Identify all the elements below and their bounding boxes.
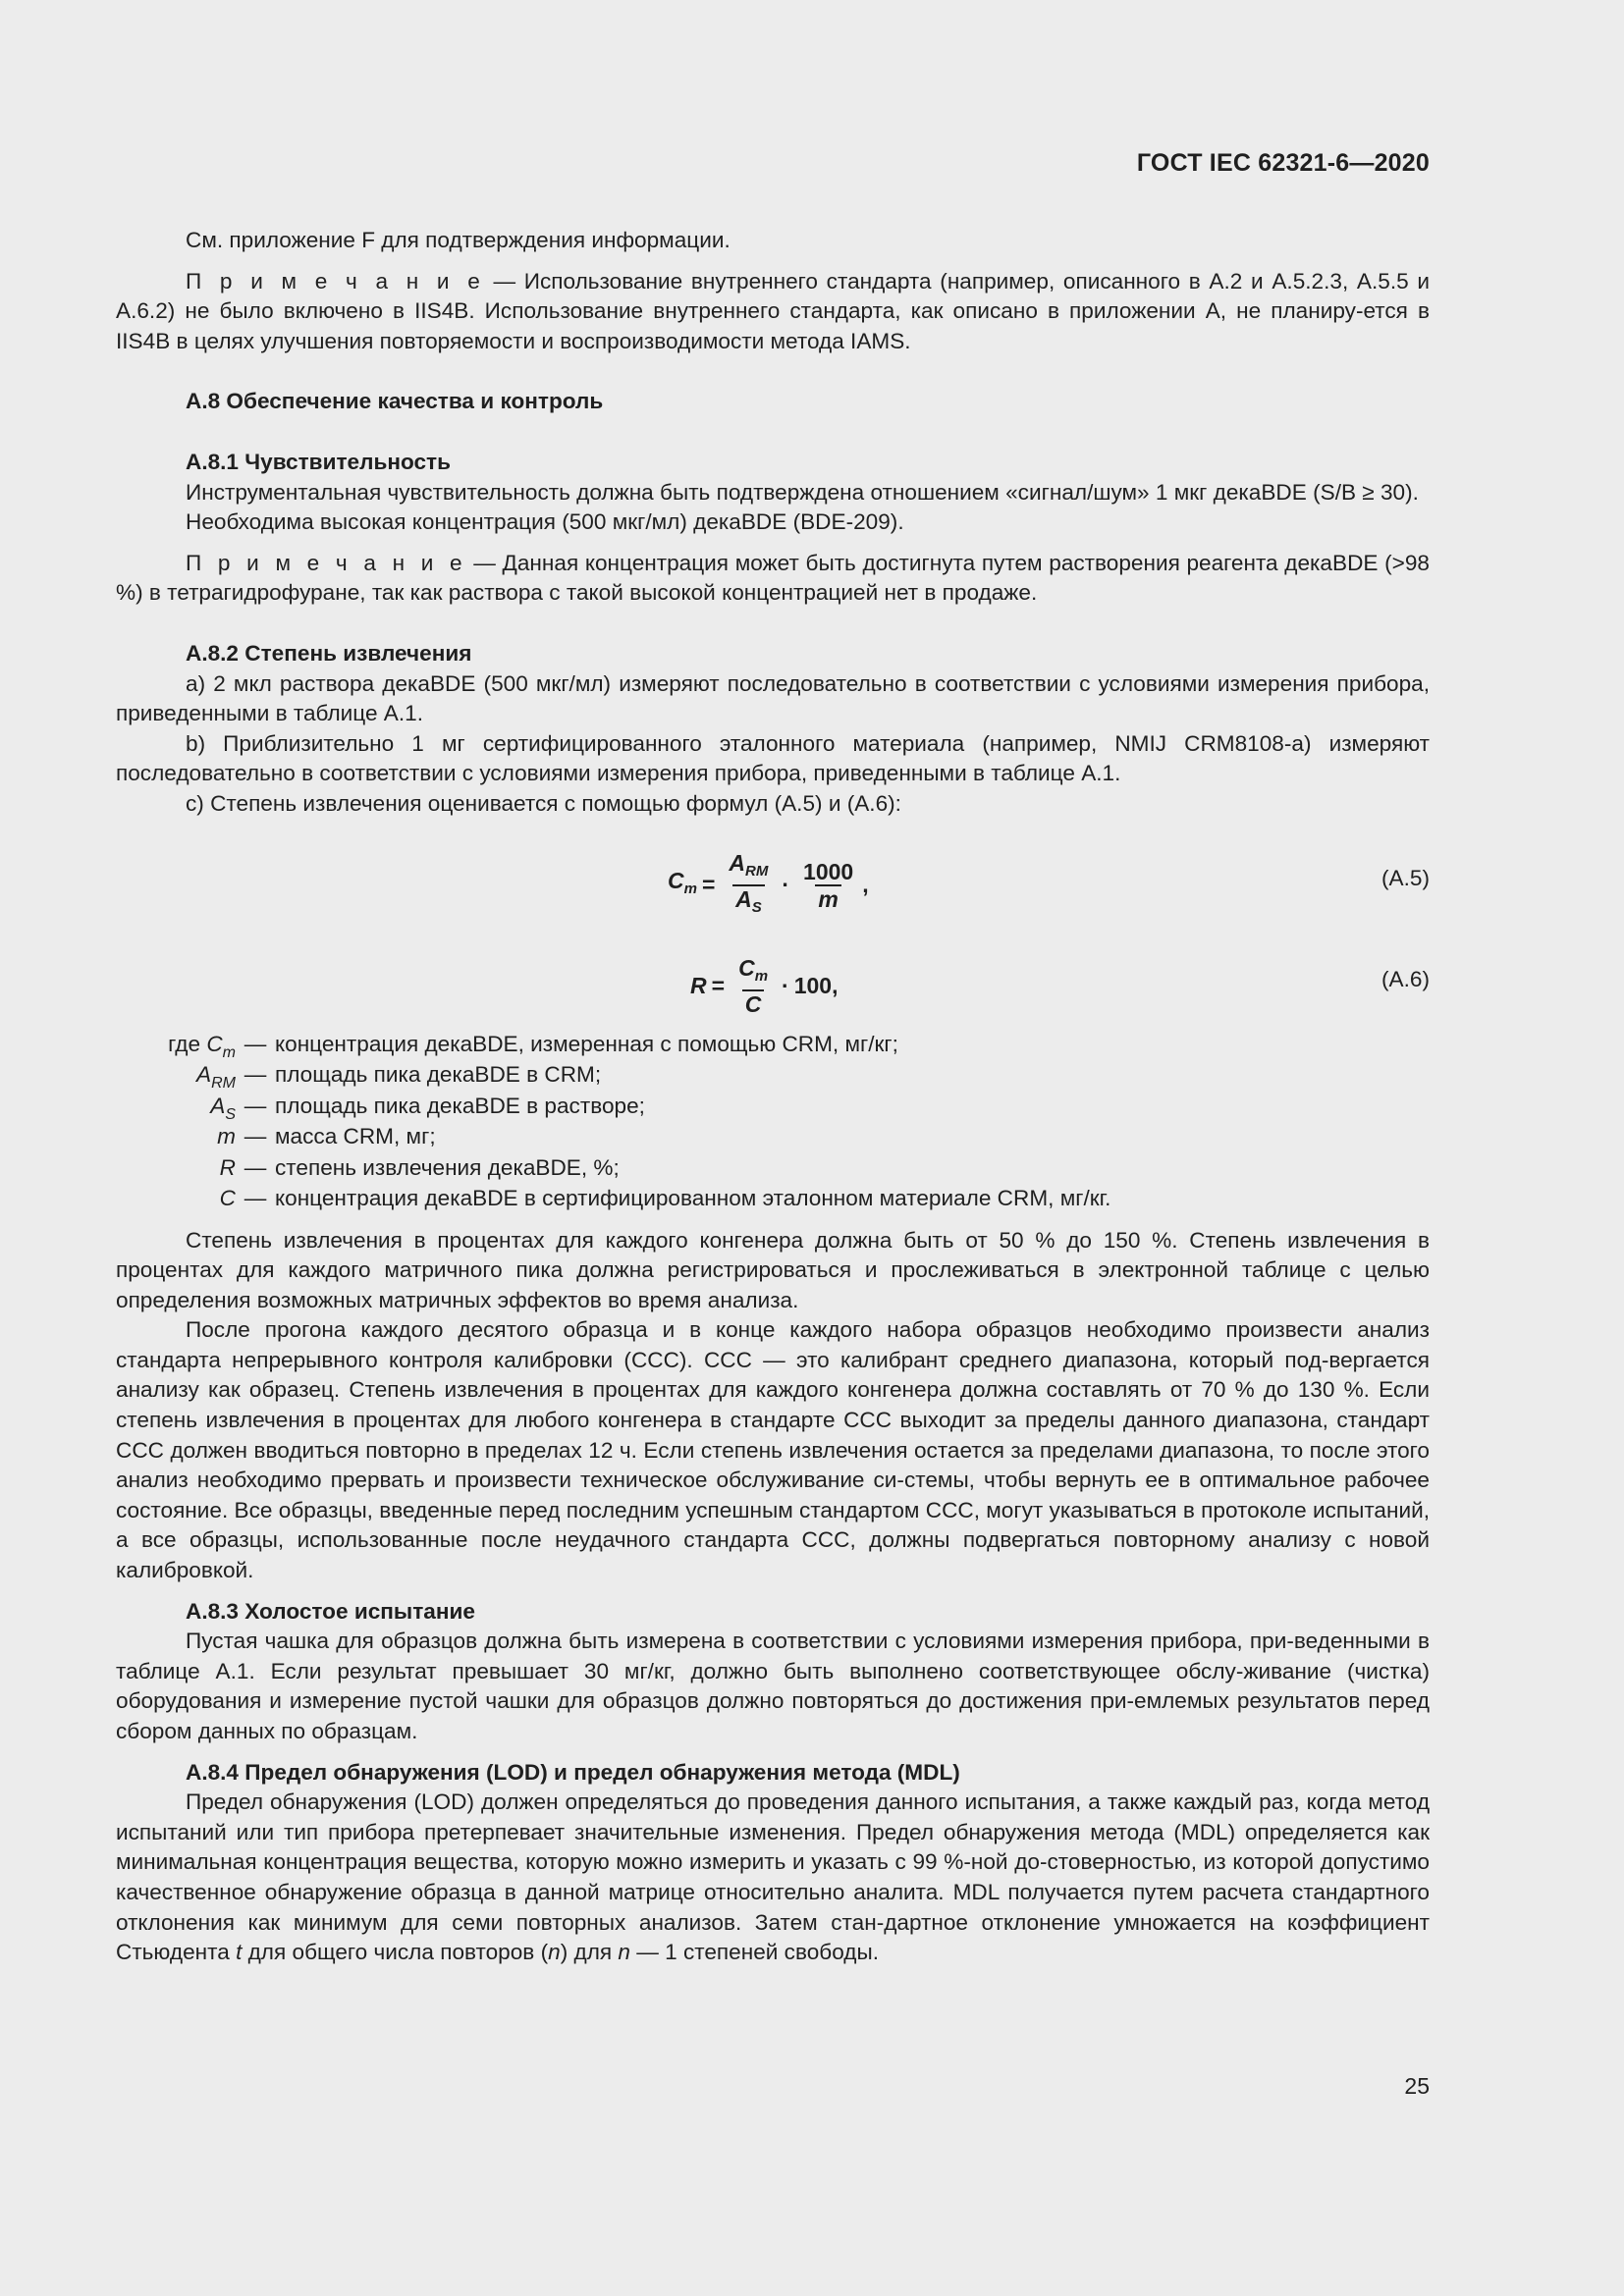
- section-heading-a82: А.8.2 Степень извлечения: [186, 640, 472, 666]
- note-text: — Использование внутреннего стандарта (например, описанного в А.2 и А.5.2.3, А.5.5 и А.6.2) не было включено в IIS4B. Использование внутреннего стандарта, как описано в приложении А, не планиру-ется в IIS4B в целях улучшения повторяемости и воспроизводимости метода IAMS.: [116, 268, 1430, 353]
- definition-dash: —: [244, 1031, 267, 1056]
- definition-text: площадь пика декаBDE в CRM;: [275, 1062, 602, 1087]
- a84-text: Предел обнаружения (LOD) должен определяться до проведения данного испытания, а также каждый раз, когда метод испытаний или тип прибора претерпевает значительные изменения. Предел обнаружения метода (MDL) определяется как минимальная концентрация вещества, которую можно измерить и указать с 99 %-ной до-стоверностью, из которой допустимо качественное обнаружение образца в данной матрице относительно аналита. MDL получается путем расчета стандартного отклонения как минимум для семи повторных анализов. Затем стан-дартное отклонение умножается на коэффициент Стьюдента: [116, 1789, 1430, 1965]
- a84-text: ) для: [560, 1940, 619, 1965]
- formula-a5-expression: [668, 850, 869, 921]
- section-heading-a8: А.8 Обеспечение качества и контроль: [186, 389, 604, 414]
- a84-text: — 1 степеней свободы.: [629, 1940, 879, 1965]
- formula-operator: =: [701, 872, 716, 898]
- a84-paragraph: [116, 1788, 1430, 1968]
- list-item-a: а) 2 мкл раствора декаBDE (500 мкг/мл) измеряют последовательно в соответствии с условиями измерения прибора, приведенными в таблице А.1.: [116, 670, 1430, 726]
- list-item-b: b) Приблизительно 1 мг сертифицированного эталонного материала (например, NMIJ CRM8108-a) измеряют последовательно в соответствии с условиями измерения прибора, приведенными в таблице А.1.: [116, 730, 1430, 786]
- formula-operator: ·: [782, 972, 789, 998]
- formula-symbol: A: [729, 849, 746, 876]
- formula-a6-expression: [690, 955, 838, 1017]
- page-content: [116, 226, 1430, 1968]
- definition-symbol: $A_{RM}$: [196, 1062, 236, 1092]
- section-heading-a84: А.8.4 Предел обнаружения (LOD) и предел обнаружения метода (MDL): [186, 1759, 960, 1785]
- formula-symbol: R: [690, 972, 707, 998]
- formula-number: 1000: [803, 858, 854, 884]
- a82-paragraph-1: Степень извлечения в процентах для каждого конгенера должна быть от 50 % до 150 %. Степень извлечения в процентах для каждого матричного пика должна регистрироваться и прослеживаться в электронной таблице с целью определения возможных матричных эффектов во время анализа.: [116, 1227, 1430, 1312]
- formula-a6: [116, 951, 1430, 1022]
- a82-paragraph-2: После прогона каждого десятого образца и в конце каждого набора образцов необходимо произвести анализ стандарта непрерывного контроля калибровки (ССС). ССС — это калибрант среднего диапазона, который под-вергается анализу как образец. Степень извлечения в процентах для каждого конгенера должна составлять от 70 % до 130 %. Если степень извлечения в процентах для любого конгенера в стандарте ССС выходит за пределы данного диапазона, стандарт ССС должен вводиться повторно в пределах 12 ч. Если степень извлечения остается за пределами диапазона, то после этого анализ необходимо прервать и произвести техническое обслуживание си-стемы, чтобы вернуть ее в оптимальное рабочее состояние. Все образцы, введенные перед последним успешным стандартом ССС, могут указываться в протоколе испытаний, а все образцы, использованные после неудачного стандарта ССС, должны подвергаться повторному анализу с новой калибровкой.: [116, 1317, 1430, 1583]
- where-label: где: [168, 1031, 201, 1056]
- formula-number: 100,: [793, 972, 839, 998]
- definition-row: [116, 1092, 1430, 1123]
- note-text: — Данная концентрация может быть достигнута путем растворения реагента декаBDE (>98 %) в тетрагидрофуране, так как раствора с такой высокой концентрацией нет в продаже.: [116, 550, 1430, 606]
- formula-operator: ·: [782, 872, 790, 898]
- definition-row: [116, 1153, 1430, 1185]
- formula-subscript: S: [751, 898, 762, 916]
- formula-symbol: C: [744, 990, 762, 1017]
- variable-definitions: [116, 1030, 1430, 1215]
- definition-text: площадь пика декаBDE в растворе;: [275, 1093, 645, 1118]
- formula-symbol: C: [668, 867, 684, 893]
- formula-fraction: [726, 850, 771, 921]
- note-paragraph: [116, 267, 1430, 357]
- formula-fraction: [800, 859, 856, 912]
- formula-symbol: C: [738, 954, 755, 981]
- definition-dash: —: [244, 1154, 267, 1180]
- definition-symbol: где $C_m$: [168, 1031, 236, 1061]
- note-label: П р и м е ч а н и е: [186, 550, 467, 575]
- n-symbol: n: [618, 1940, 630, 1965]
- student-t-symbol: t: [236, 1940, 243, 1965]
- a81-note-paragraph: [116, 549, 1430, 609]
- intro-paragraph: См. приложение F для подтверждения информации.: [186, 228, 731, 252]
- document-header: ГОСТ IEC 62321-6—2020: [1136, 149, 1430, 177]
- definition-symbol: R: [219, 1154, 236, 1180]
- a81-paragraph-1: Инструментальная чувствительность должна быть подтверждена отношением «сигнал/шум» 1 мкг декаBDE (S/B ≥ 30).: [186, 479, 1419, 505]
- definition-row: [116, 1184, 1430, 1215]
- definition-dash: —: [244, 1093, 267, 1118]
- definition-text: масса CRM, мг;: [275, 1124, 436, 1148]
- definition-symbol: m: [217, 1124, 236, 1148]
- definition-dash: —: [244, 1062, 267, 1087]
- a83-paragraph: Пустая чашка для образцов должна быть измерена в соответствии с условиями измерения прибора, при-веденными в таблице А.1. Если результат превышает 30 мг/кг, должно быть выполнено соответствующее обслу-живание (чистка) оборудования и измерение пустой чашки для образцов должно повторяться до достижения при-емлемых результатов перед сбором данных по образцам.: [116, 1629, 1430, 1743]
- formula-symbol: m: [818, 885, 839, 912]
- definition-row: [116, 1122, 1430, 1153]
- formula-operator: =: [711, 972, 726, 998]
- formula-fraction: [735, 955, 771, 1017]
- definition-row: [116, 1030, 1430, 1061]
- definition-text: степень извлечения декаBDE, %;: [275, 1154, 620, 1180]
- a84-text: для общего числа повторов (: [242, 1940, 549, 1965]
- definition-symbol: C: [219, 1186, 236, 1210]
- definition-symbol: $A_S$: [210, 1093, 236, 1123]
- formula-punctuation: ,: [862, 872, 869, 898]
- definition-text: концентрация декаBDE, измеренная с помощью CRM, мг/кг;: [275, 1031, 898, 1056]
- definition-row: [116, 1060, 1430, 1092]
- formula-subscript: RM: [745, 862, 769, 880]
- list-item-c: с) Степень извлечения оценивается с помощью формул (А.5) и (А.6):: [186, 790, 901, 816]
- formula-subscript: m: [683, 880, 697, 897]
- section-heading-a83: А.8.3 Холостое испытание: [186, 1598, 475, 1624]
- a81-paragraph-2: Необходима высокая концентрация (500 мкг/мл) декаBDE (BDE-209).: [186, 509, 904, 535]
- formula-a5: [116, 850, 1430, 921]
- definition-dash: —: [244, 1124, 267, 1148]
- definition-dash: —: [244, 1186, 267, 1210]
- formula-number-a5: (А.5): [1381, 865, 1430, 890]
- note-label: П р и м е ч а н и е: [186, 268, 485, 294]
- section-heading-a81: А.8.1 Чувствительность: [186, 449, 451, 474]
- formula-number-a6: (А.6): [1381, 966, 1430, 991]
- formula-symbol: A: [735, 885, 752, 912]
- formula-subscript: m: [754, 967, 769, 985]
- n-symbol: n: [548, 1940, 561, 1965]
- definition-text: концентрация декаBDE в сертифицированном эталонном материале CRM, мг/кг.: [275, 1186, 1111, 1210]
- page-number: 25: [1404, 2073, 1430, 2099]
